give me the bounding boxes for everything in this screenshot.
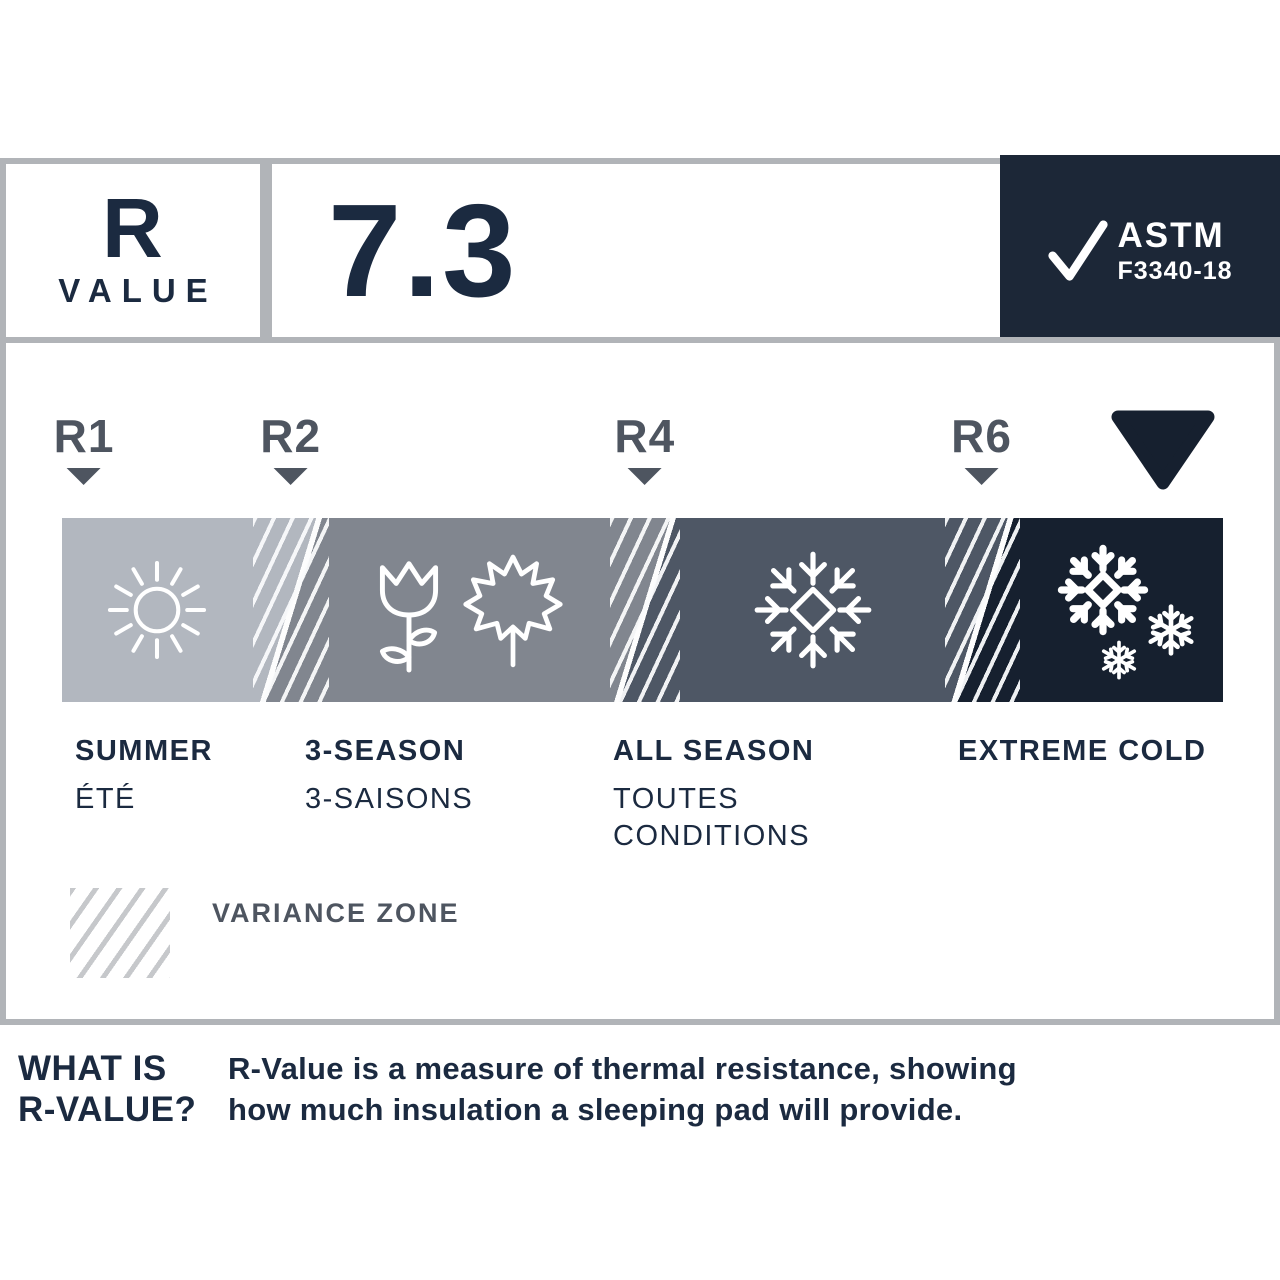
category-summer-sub: ÉTÉ xyxy=(75,783,136,815)
r-value-header-box xyxy=(0,158,266,343)
category-3season-sub: 3-SAISONS xyxy=(305,783,474,815)
sun-icon xyxy=(101,554,213,666)
astm-line2: F3340-18 xyxy=(1117,256,1233,285)
marker-r6-label: R6 xyxy=(951,410,1012,462)
marker-r4-label: R4 xyxy=(614,410,676,462)
category-extreme-cold xyxy=(958,737,1206,766)
variance-zone-legend xyxy=(70,888,460,978)
marker-r1-label: R1 xyxy=(53,410,115,462)
explainer-title-line1: WHAT IS xyxy=(18,1049,167,1088)
category-3season-name: 3-SEASON xyxy=(305,735,466,767)
tulip-icon xyxy=(373,546,445,674)
astm-badge xyxy=(1000,155,1280,346)
marker-r4-arrow-icon xyxy=(628,468,662,485)
marker-r2-arrow-icon xyxy=(274,468,308,485)
explainer-body-line1: R-Value is a measure of thermal resistance, showing xyxy=(228,1051,1017,1086)
r-value-scale-strip xyxy=(62,518,1223,702)
marker-r6 xyxy=(951,410,1012,485)
r-value-explainer xyxy=(18,1048,1017,1130)
r-value-number: 7.3 xyxy=(328,177,518,324)
checkmark-icon xyxy=(1047,218,1109,284)
r-letter: R xyxy=(102,180,164,275)
astm-label xyxy=(1117,215,1233,285)
maple-leaf-icon xyxy=(461,549,565,671)
variance-zone-3 xyxy=(945,518,1020,702)
category-summer xyxy=(75,737,213,818)
marker-r4 xyxy=(614,410,676,485)
marker-r6-arrow-icon xyxy=(965,468,999,485)
category-extreme-cold-name: EXTREME COLD xyxy=(958,735,1207,767)
band-extreme-cold xyxy=(1020,518,1223,702)
band-3season xyxy=(329,518,610,702)
value-word: VALUE xyxy=(58,272,218,310)
band-allseason xyxy=(680,518,945,702)
category-summer-name: SUMMER xyxy=(75,735,213,767)
snowflake-icon xyxy=(751,548,875,672)
astm-line1: ASTM xyxy=(1117,215,1225,255)
variance-zone-label: VARIANCE ZONE xyxy=(212,898,460,928)
marker-r1 xyxy=(53,410,115,485)
marker-r1-arrow-icon xyxy=(67,468,101,485)
variance-zone-swatch-icon xyxy=(70,888,170,978)
value-indicator-triangle-icon xyxy=(1110,409,1216,491)
band-summer xyxy=(62,518,253,702)
explainer-body xyxy=(228,1048,1017,1130)
explainer-title-line2: R-VALUE? xyxy=(18,1090,197,1129)
category-allseason-sub-line1: TOUTES xyxy=(613,783,740,815)
scale-panel xyxy=(0,337,1280,1025)
category-allseason-sub xyxy=(613,781,814,855)
variance-zone-1 xyxy=(253,518,329,702)
explainer-title xyxy=(18,1048,228,1130)
variance-zone-2 xyxy=(610,518,680,702)
scale-area xyxy=(53,410,1223,973)
category-allseason xyxy=(613,737,814,855)
marker-r2 xyxy=(260,410,322,485)
category-3season xyxy=(305,737,473,818)
explainer-body-line2: how much insulation a sleeping pad will provide. xyxy=(228,1092,963,1127)
marker-r2-label: R2 xyxy=(260,410,322,462)
r-value-number-box xyxy=(266,158,1006,343)
category-allseason-name: ALL SEASON xyxy=(613,735,815,767)
snowflakes-cluster-icon xyxy=(1041,530,1201,690)
category-allseason-sub-line2: CONDITIONS xyxy=(613,820,811,853)
